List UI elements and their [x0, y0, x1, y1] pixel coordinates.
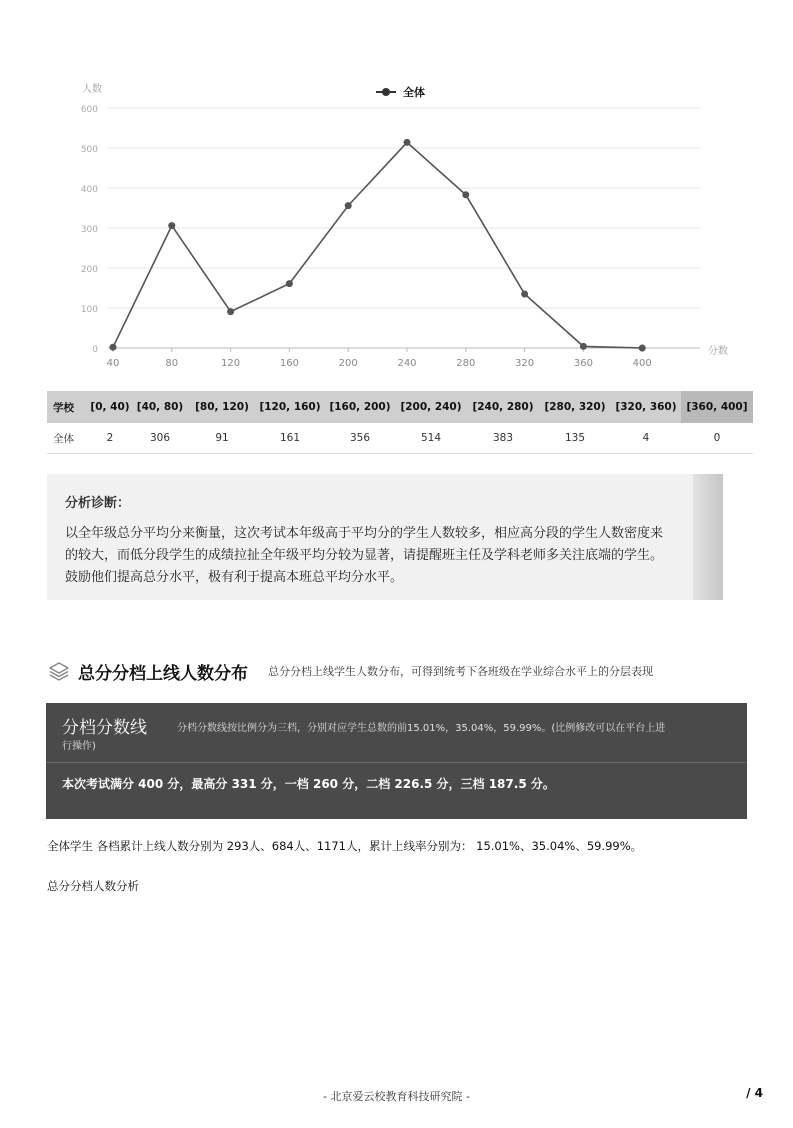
data-point	[639, 345, 646, 352]
data-point	[286, 280, 293, 287]
y-tick-label: 200	[80, 265, 98, 275]
tier-box-scores: 本次考试满分 400 分，最高分 331 分，一档 260 分，二档 226.5 分，三档 187.5 分。	[62, 777, 555, 791]
legend-label: 全体	[403, 86, 425, 99]
score-band-table	[47, 391, 753, 454]
footer-organization: - 北京爱云校教育科技研究院 -	[323, 1090, 470, 1103]
table-cell: 356	[325, 423, 395, 454]
table-header-cell: [240, 280)	[467, 391, 539, 423]
legend	[376, 85, 425, 99]
data-point	[580, 343, 587, 350]
table-header-cell: 学校	[47, 391, 89, 423]
x-tick-label: 120	[221, 358, 241, 369]
y-axis-label: 人数	[82, 84, 102, 95]
analysis-body: 以全年级总分平均分来衡量，这次考试本年级高于平均分的学生人数较多，相应高分段的学生人数密度来的较大，而低分段学生的成绩拉扯全年级平均分较为显著，请提醒班主任及学科老师多关注底端的学生。鼓励他们提高总分水平，极有利于提高本班总平均分水平。	[65, 526, 664, 585]
x-tick-label: 80	[165, 358, 179, 369]
y-tick-label: 400	[80, 185, 98, 195]
layers-icon	[48, 660, 70, 682]
x-tick-label: 240	[397, 358, 417, 369]
table-header-cell: [0, 40)	[89, 391, 131, 423]
data-point	[345, 202, 352, 209]
legend-dot-marker	[382, 88, 390, 96]
section-description: 总分分档上线学生人数分布，可得到统考下各班级在学业综合水平上的分层表现	[268, 665, 653, 678]
table-cell: 306	[131, 423, 189, 454]
x-tick-label: 320	[515, 358, 535, 369]
table-header-row	[47, 391, 753, 423]
table-cell: 2	[89, 423, 131, 454]
x-tick-label: 280	[456, 358, 476, 369]
table-header-cell: [120, 160)	[255, 391, 325, 423]
table-cell: 135	[539, 423, 611, 454]
series-line	[113, 142, 642, 348]
x-tick-label: 360	[573, 358, 593, 369]
score-distribution-chart	[40, 72, 750, 382]
tier-box-note: 分档分数线按比例分为三档，分别对应学生总数的前15.01%，35.04%，59.99%。(比例修改可以在平台上进	[177, 723, 666, 734]
data-point	[404, 139, 411, 146]
subsection-heading: 总分分档人数分析	[47, 879, 139, 893]
table-cell: 514	[395, 423, 467, 454]
table-row	[47, 423, 753, 454]
table-cell: 全体	[47, 423, 89, 454]
data-point	[168, 222, 175, 229]
table-header-cell: [200, 240)	[395, 391, 467, 423]
page-number: / 4	[746, 1086, 763, 1100]
section-header	[48, 656, 748, 686]
x-tick-label: 160	[279, 358, 299, 369]
table-header-cell: [320, 360)	[611, 391, 681, 423]
x-tick-label: 400	[632, 358, 652, 369]
table-header-cell: [40, 80)	[131, 391, 189, 423]
data-point	[110, 344, 117, 351]
x-tick-label: 40	[106, 358, 120, 369]
cumulative-summary: 全体学生 各档累计上线人数分别为 293人、684人、1171人，累计上线率分别为： 15.01%、35.04%、59.99%。	[47, 839, 643, 853]
tier-box-title: 分档分数线	[62, 718, 147, 738]
y-tick-label: 300	[80, 225, 98, 235]
y-tick-label: 500	[80, 145, 98, 155]
panel-edge-shade	[693, 474, 723, 600]
table-header-cell: [80, 120)	[189, 391, 255, 423]
table-cell: 383	[467, 423, 539, 454]
tier-box-note-continuation: 行操作)	[62, 741, 96, 752]
data-point	[227, 308, 234, 315]
divider	[46, 762, 747, 763]
data-point	[462, 191, 469, 198]
table-cell: 161	[255, 423, 325, 454]
y-tick-label: 600	[80, 105, 98, 115]
x-axis-label: 分数	[708, 346, 728, 357]
table-header-cell: [360, 400]	[681, 391, 753, 423]
section-title: 总分分档上线人数分布	[78, 663, 248, 684]
data-point	[521, 291, 528, 298]
y-tick-label: 100	[80, 305, 98, 315]
analysis-panel	[47, 474, 723, 600]
x-tick-label: 200	[338, 358, 358, 369]
y-tick-label: 0	[92, 345, 98, 355]
analysis-title: 分析诊断：	[65, 496, 131, 511]
table-header-cell: [160, 200)	[325, 391, 395, 423]
table-cell: 0	[681, 423, 753, 454]
table-cell: 4	[611, 423, 681, 454]
tier-box-header	[62, 717, 731, 739]
tier-cutoff-box	[46, 703, 747, 819]
table-cell: 91	[189, 423, 255, 454]
table-header-cell: [280, 320)	[539, 391, 611, 423]
